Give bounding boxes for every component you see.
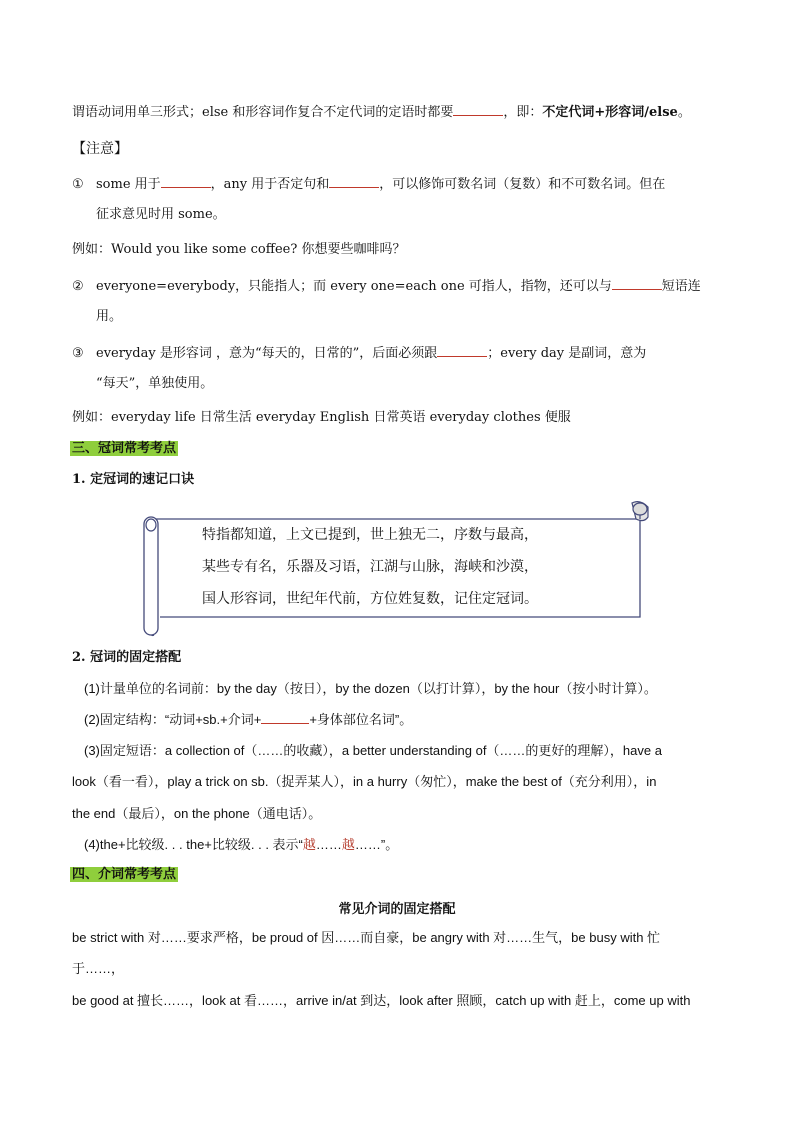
- note-item-2: [72, 277, 701, 296]
- text: 谓语动词用单三形式；else 和形容词作复合不定代词的定语时都要: [72, 105, 454, 120]
- subheading-1: 1. 定冠词的速记口诀: [72, 472, 195, 487]
- example-1: 例如：Would you like some coffee? 你想要些咖啡吗？: [72, 242, 406, 257]
- text: ；every day 是副词，意为: [487, 346, 647, 361]
- text: ，即：: [503, 105, 543, 120]
- section-title: 三、冠词常考考点: [72, 441, 177, 456]
- prep-line-2: be good at 擅长……，look at 看……，arrive in/at 到达，look after 照顾，catch up with 赶上，come up with: [72, 993, 691, 1008]
- text: ……: [315, 837, 342, 852]
- phrase-line-4: [84, 836, 398, 854]
- mnemonic-line-3: 国人形容词，世纪年代前，方位姓复数，记住定冠词。: [202, 591, 538, 607]
- note-item-1: [72, 175, 665, 194]
- phrase-line-3-cont2: the end（最后），on the phone（通电话）。: [72, 806, 322, 821]
- bold-text: 不定代词+形容词/else: [542, 105, 678, 120]
- text: everyone=everybody，只能指人；而 every one=each one 可指人，指物，还可以与: [96, 279, 612, 294]
- section-heading-4: [70, 866, 178, 884]
- text: everyday 是形容词 ，意为“每天的，日常的”，后面必须跟: [96, 346, 438, 361]
- text: 短语连: [661, 279, 701, 294]
- text: ，可以修饰可数名词（复数）和不可数名词。但在: [379, 177, 666, 192]
- blank: [161, 175, 211, 188]
- prep-line-1: be strict with 对……要求严格，be proud of 因……而自豪，be angry with 对……生气，be busy with 忙: [72, 930, 661, 945]
- blank: [612, 277, 662, 290]
- text: (4)the+比较级. . . the+比较级. . . 表示“: [84, 837, 303, 852]
- section-title: 四、介词常考考点: [72, 867, 177, 882]
- text: ……”。: [354, 837, 399, 852]
- text: +身体部位名词”。: [309, 712, 413, 727]
- circle-number-2: ②: [72, 279, 84, 294]
- circle-number-1: ①: [72, 177, 84, 192]
- red-text: 越: [302, 837, 316, 852]
- example-2: 例如：everyday life 日常生活 everyday English 日常英语 everyday clothes 便服: [72, 410, 571, 425]
- table-title: 常见介词的固定搭配: [338, 902, 456, 917]
- note-item-2-cont: 用。: [96, 309, 123, 324]
- section-heading-3: [70, 440, 178, 458]
- note-item-3: [72, 344, 646, 363]
- text: some 用于: [96, 177, 161, 192]
- note-item-3-cont: “每天”，单独使用。: [96, 376, 214, 391]
- phrase-line-1: (1)计量单位的名词前：by the day（按日），by the dozen（以打计算），by the hour（按小时计算）。: [84, 681, 657, 696]
- text: 。: [677, 105, 691, 120]
- blank: [437, 344, 487, 357]
- text: (2)固定结构：“动词+sb.+介词+: [84, 712, 262, 727]
- blank: [453, 103, 503, 116]
- blank: [329, 175, 379, 188]
- phrase-line-3-cont: look（看一看），play a trick on sb.（捉弄某人），in a hurry（匆忙），make the best of（充分利用），in: [72, 774, 657, 789]
- phrase-line-2: [84, 711, 412, 729]
- mnemonic-line-2: 某些专有名，乐器及习语，江湖与山脉，海峡和沙漠，: [202, 559, 538, 575]
- prep-line-1-cont: 于……，: [72, 961, 125, 976]
- circle-number-3: ③: [72, 346, 84, 361]
- grammar-line: [72, 103, 691, 122]
- mnemonic-line-1: 特指都知道，上文已提到，世上独无二，序数与最高，: [202, 527, 538, 543]
- subheading-2: 2. 冠词的固定搭配: [72, 650, 182, 665]
- notice-heading: 【注意】: [72, 141, 128, 157]
- note-item-1-cont: 征求意见时用 some。: [96, 207, 226, 222]
- red-text: 越: [341, 837, 355, 852]
- phrase-line-3: (3)固定短语：a collection of（……的收藏），a better understanding of（……的更好的理解），have a: [84, 743, 662, 758]
- text: ，any 用于否定句和: [210, 177, 330, 192]
- blank: [261, 711, 309, 724]
